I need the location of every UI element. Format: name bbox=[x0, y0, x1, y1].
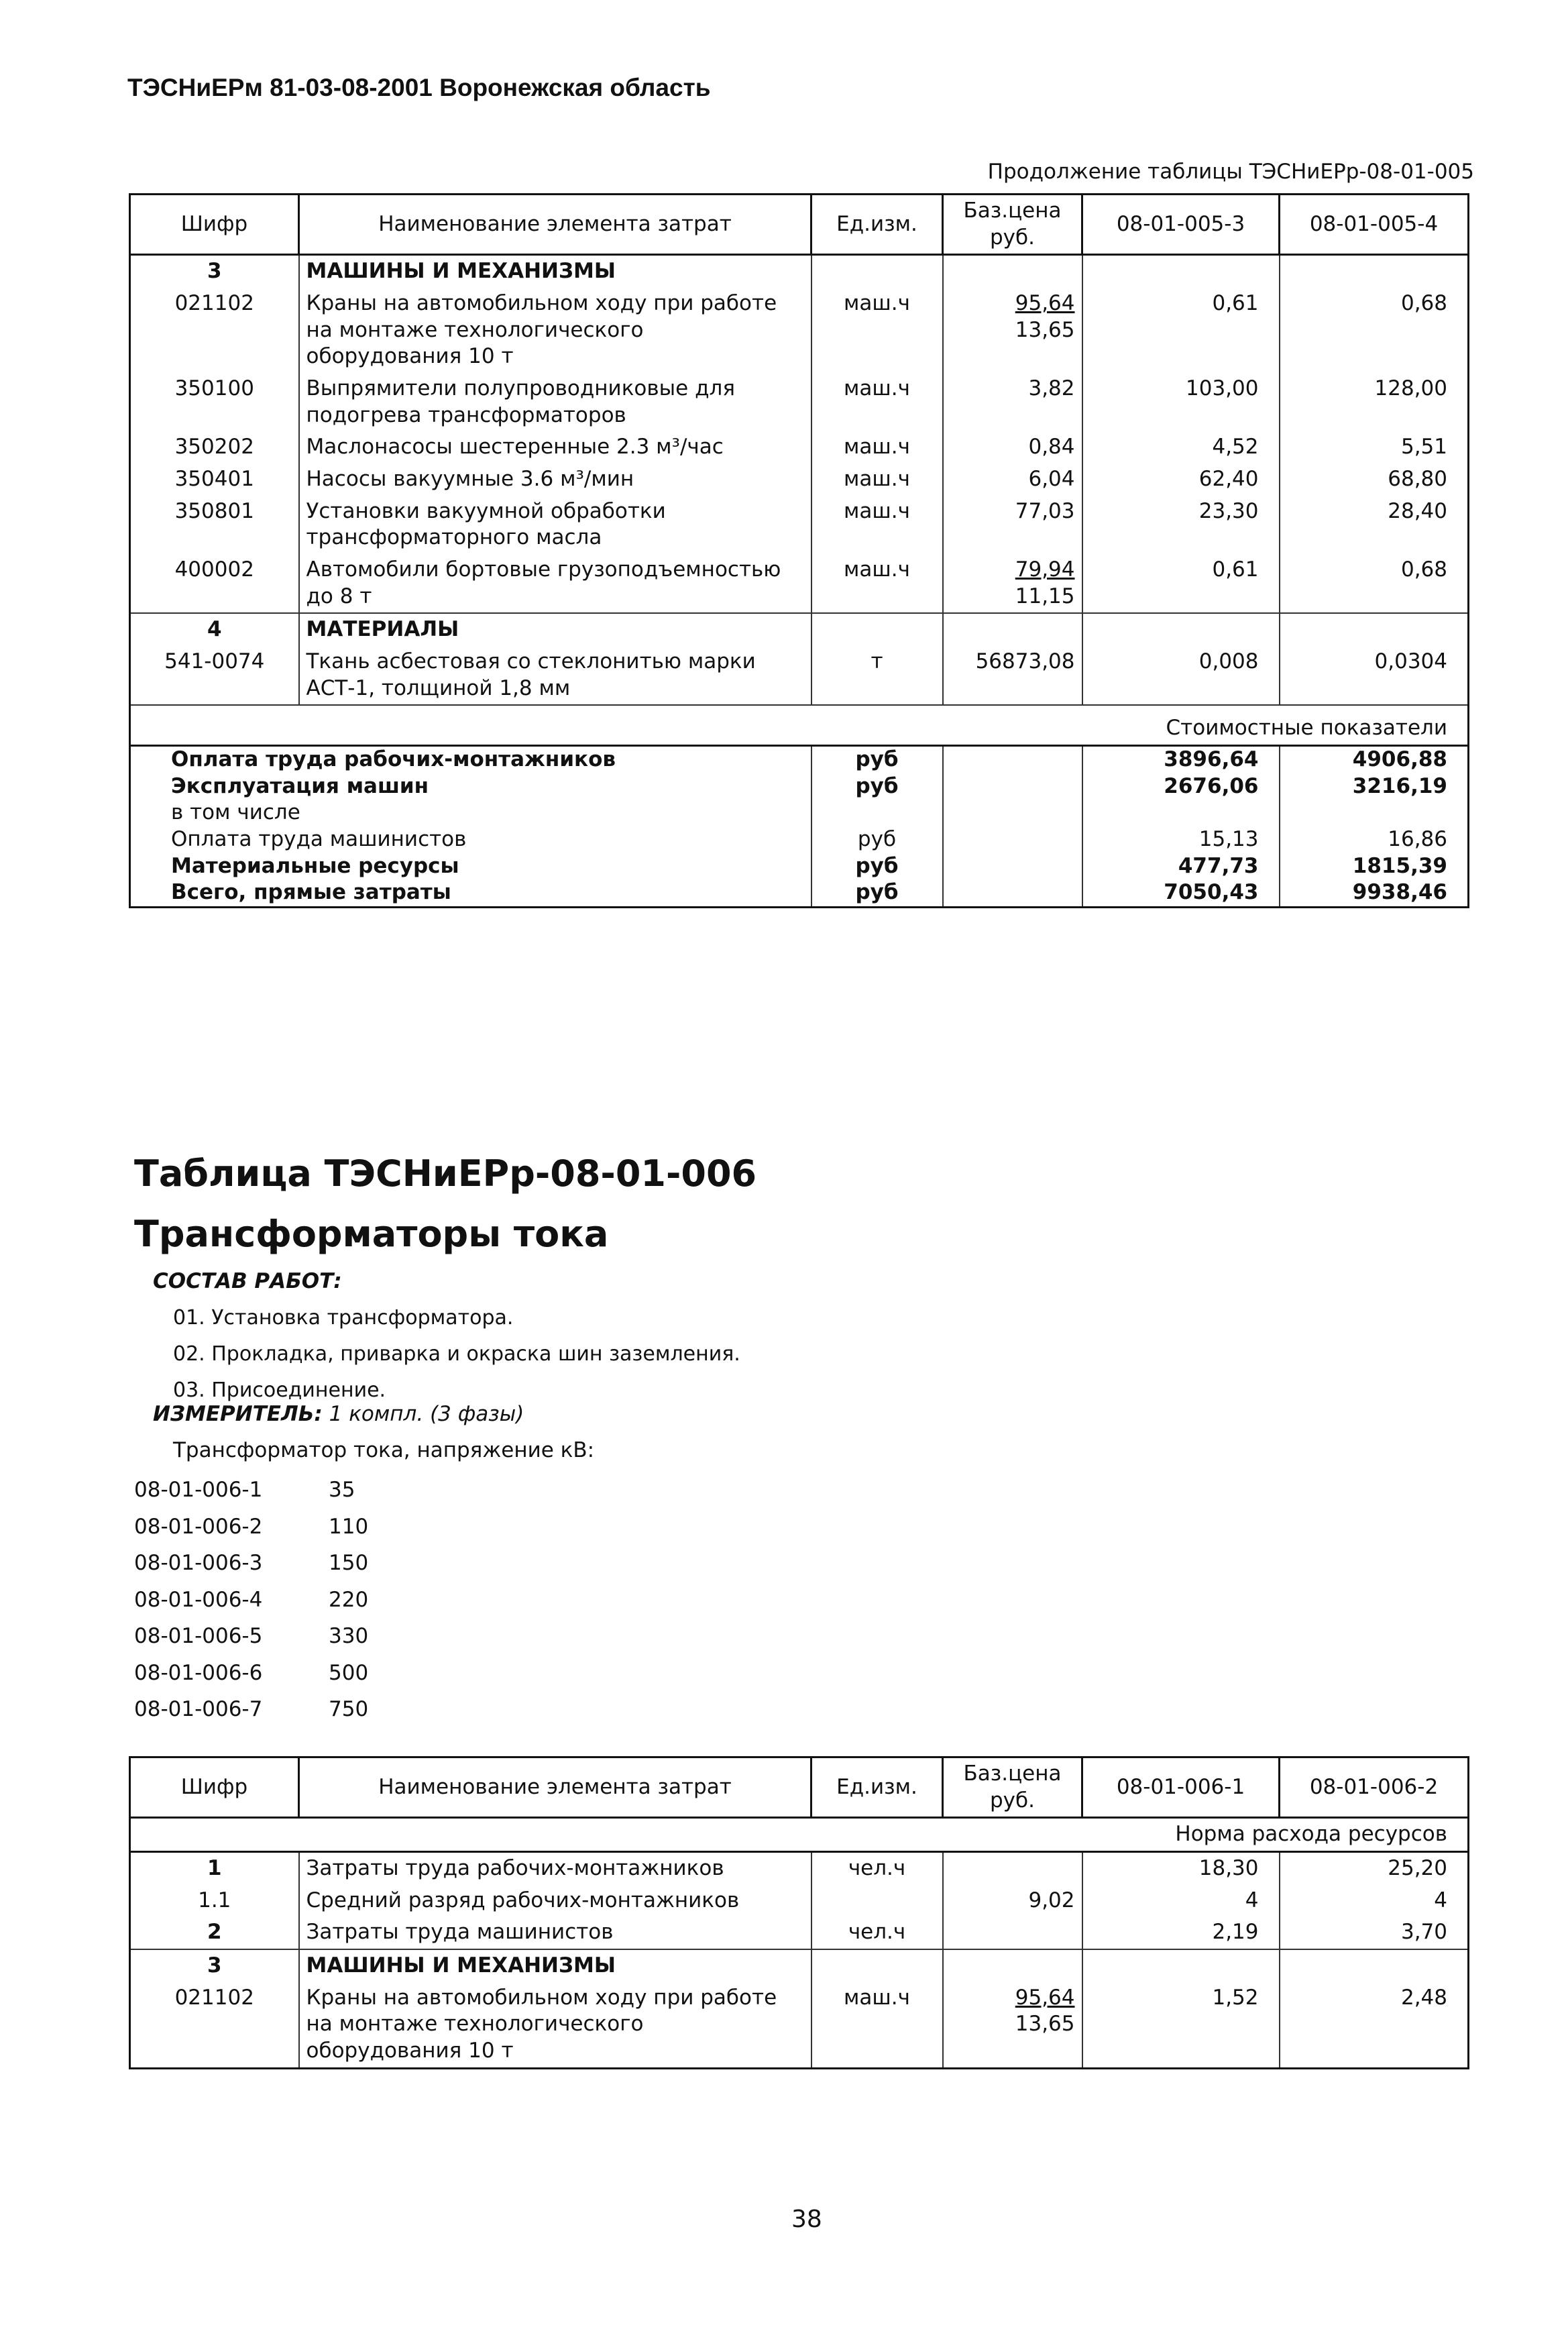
cost-unit: руб bbox=[811, 773, 943, 800]
table-header bbox=[130, 195, 1469, 255]
cell-name: Затраты труда рабочих-монтажников bbox=[299, 1852, 811, 1885]
code-voltage: 110 bbox=[329, 1514, 369, 1539]
code-voltage: 330 bbox=[329, 1624, 369, 1648]
meter-value: 1 компл. (3 фазы) bbox=[329, 1402, 524, 1426]
cost-name: Эксплуатация машин bbox=[171, 773, 429, 798]
code-id: 08-01-006-7 bbox=[134, 1697, 263, 1721]
cell-name: Ткань асбестовая со стеклонитью марки АСТ-1, толщиной 1,8 мм bbox=[299, 646, 811, 705]
cost-unit: руб bbox=[811, 879, 943, 907]
meter-label: ИЗМЕРИТЕЛЬ: bbox=[153, 1402, 323, 1426]
work-item: 01. Установка трансформатора. bbox=[173, 1306, 514, 1330]
cell-code: 3 bbox=[130, 1949, 299, 1982]
work-item: 03. Присоединение. bbox=[173, 1378, 386, 1402]
table-row bbox=[130, 496, 1469, 554]
cost-unit: руб bbox=[811, 853, 943, 880]
running-header: ТЭСНиЕРм 81-03-08-2001 Воронежская область bbox=[127, 74, 711, 101]
cell-norm-2: 0,68 bbox=[1280, 288, 1469, 373]
cost-name: в том числе bbox=[171, 800, 300, 825]
cost-value-1: 7050,43 bbox=[1082, 879, 1280, 907]
cost-value-2: 3216,19 bbox=[1280, 773, 1469, 800]
cell-norm-1: 1,52 bbox=[1082, 1982, 1280, 2069]
cost-row bbox=[130, 853, 1469, 880]
cell-price bbox=[943, 255, 1082, 288]
cell-unit bbox=[811, 613, 943, 646]
cell-price bbox=[943, 1916, 1082, 1949]
cost-name: Оплата труда машинистов bbox=[171, 827, 467, 852]
code-voltage: 35 bbox=[329, 1478, 355, 1502]
cost-summary bbox=[130, 705, 1469, 907]
cell-unit: маш.ч bbox=[811, 496, 943, 554]
table-title: Таблица ТЭСНиЕРр-08-01-006 bbox=[134, 1152, 757, 1195]
cell-code: 1.1 bbox=[198, 1888, 231, 1912]
col-code: Шифр bbox=[130, 195, 299, 255]
table-continuation-label: Продолжение таблицы ТЭСНиЕРр-08-01-005 bbox=[987, 160, 1474, 184]
cell-code: 350202 bbox=[174, 435, 254, 459]
cost-value-2: 9938,46 bbox=[1280, 879, 1469, 907]
cell-norm-2: 0,0304 bbox=[1280, 646, 1469, 705]
norm-header-row bbox=[130, 1818, 1469, 1852]
table-body bbox=[130, 255, 1469, 706]
table-row bbox=[130, 554, 1469, 613]
table-row bbox=[130, 1885, 1469, 1917]
col-name: Наименование элемента затрат bbox=[299, 195, 811, 255]
code-row bbox=[134, 1472, 368, 1509]
code-row bbox=[134, 1655, 368, 1692]
cost-row bbox=[130, 826, 1469, 853]
section-row bbox=[130, 613, 1469, 646]
cell-unit: чел.ч bbox=[811, 1916, 943, 1949]
code-id: 08-01-006-2 bbox=[134, 1514, 263, 1539]
price-machinist-value: 13,65 bbox=[1015, 2012, 1075, 2037]
table-row bbox=[130, 1852, 1469, 1885]
col-norm-2: 08-01-006-2 bbox=[1280, 1757, 1469, 1818]
cost-unit: руб bbox=[811, 746, 943, 773]
cell-norm-1: 23,30 bbox=[1082, 496, 1280, 554]
cell-unit bbox=[811, 1885, 943, 1917]
cost-value-2 bbox=[1280, 800, 1469, 826]
cost-value-1: 477,73 bbox=[1082, 853, 1280, 880]
cell-code: 350401 bbox=[174, 467, 254, 492]
cost-price-empty bbox=[943, 853, 1082, 880]
table-subtitle: Трансформаторы тока bbox=[134, 1213, 609, 1255]
cell-code: 1 bbox=[130, 1852, 299, 1885]
col-unit: Ед.изм. bbox=[811, 195, 943, 255]
cell-code: 2 bbox=[207, 1920, 222, 1945]
table-row bbox=[130, 1916, 1469, 1949]
code-row bbox=[134, 1545, 368, 1582]
table-row bbox=[130, 288, 1469, 373]
cell-unit bbox=[811, 255, 943, 288]
cost-header-spacer bbox=[130, 705, 943, 745]
cell-price bbox=[943, 431, 1082, 464]
code-id: 08-01-006-6 bbox=[134, 1660, 263, 1685]
code-id: 08-01-006-1 bbox=[134, 1478, 263, 1502]
cell-code: 541-0074 bbox=[164, 649, 265, 674]
cell-name: Средний разряд рабочих-монтажников bbox=[299, 1885, 811, 1917]
cell-code: 400002 bbox=[174, 557, 254, 582]
cell-unit bbox=[811, 1949, 943, 1982]
cell-norm-2: 3,70 bbox=[1280, 1916, 1469, 1949]
code-row bbox=[134, 1691, 368, 1728]
code-list bbox=[134, 1472, 368, 1728]
cost-value-1 bbox=[1082, 800, 1280, 826]
cell-norm-2 bbox=[1280, 613, 1469, 646]
cost-value-1: 2676,06 bbox=[1082, 773, 1280, 800]
cell-norm-2 bbox=[1280, 1949, 1469, 1982]
cell-norm-2: 4 bbox=[1280, 1885, 1469, 1917]
price-value: 9,02 bbox=[1028, 1888, 1075, 1912]
price-value: 56873,08 bbox=[975, 649, 1075, 674]
cell-code: 021102 bbox=[174, 291, 254, 316]
cell-norm-2: 68,80 bbox=[1280, 464, 1469, 496]
meter bbox=[153, 1402, 524, 1426]
cell-price bbox=[943, 1949, 1082, 1982]
cell-price bbox=[943, 1885, 1082, 1917]
cell-price bbox=[943, 464, 1082, 496]
price-value: 77,03 bbox=[1015, 498, 1075, 523]
price-value: 95,64 bbox=[1015, 291, 1075, 316]
page-number: 38 bbox=[791, 2206, 822, 2233]
cell-name: МАТЕРИАЛЫ bbox=[299, 613, 811, 646]
resource-table-005 bbox=[129, 193, 1469, 908]
price-value: 79,94 bbox=[1015, 557, 1075, 582]
code-id: 08-01-006-5 bbox=[134, 1624, 263, 1648]
cell-norm-2: 128,00 bbox=[1280, 373, 1469, 431]
cell-norm-2: 28,40 bbox=[1280, 496, 1469, 554]
cell-norm-1: 2,19 bbox=[1082, 1916, 1280, 1949]
cell-norm-2: 5,51 bbox=[1280, 431, 1469, 464]
cell-price bbox=[943, 288, 1082, 373]
table-row bbox=[130, 1982, 1469, 2069]
cell-name: Установки вакуумной обработки трансформаторного масла bbox=[299, 496, 811, 554]
cell-unit: маш.ч bbox=[811, 1982, 943, 2069]
section-row bbox=[130, 1949, 1469, 1982]
cell-name: Краны на автомобильном ходу при работе на монтаже технологического оборудования 10 т bbox=[299, 288, 811, 373]
price-value: 6,04 bbox=[1028, 467, 1075, 492]
cell-name: МАШИНЫ И МЕХАНИЗМЫ bbox=[299, 255, 811, 288]
col-unit: Ед.изм. bbox=[811, 1757, 943, 1818]
cell-unit: чел.ч bbox=[811, 1852, 943, 1885]
code-voltage: 220 bbox=[329, 1587, 369, 1612]
cell-norm-1: 18,30 bbox=[1082, 1852, 1280, 1885]
cell-code: 3 bbox=[207, 259, 222, 284]
cost-value-2: 4906,88 bbox=[1280, 746, 1469, 773]
table-row bbox=[130, 646, 1469, 705]
voltage-header: Трансформатор тока, напряжение кВ: bbox=[173, 1438, 595, 1462]
cell-name: МАШИНЫ И МЕХАНИЗМЫ bbox=[299, 1949, 811, 1982]
code-voltage: 750 bbox=[329, 1697, 369, 1721]
cell-price bbox=[943, 1852, 1082, 1885]
cost-unit bbox=[811, 800, 943, 826]
cost-value-1: 3896,64 bbox=[1082, 746, 1280, 773]
cell-unit: маш.ч bbox=[811, 431, 943, 464]
cost-name: Материальные ресурсы bbox=[171, 853, 459, 878]
price-value: 95,64 bbox=[1015, 1985, 1075, 2010]
norm-header-spacer bbox=[130, 1818, 1082, 1852]
cost-header-row bbox=[130, 705, 1469, 745]
cost-value-2: 1815,39 bbox=[1280, 853, 1469, 880]
norm-header: Норма расхода ресурсов bbox=[1175, 1822, 1447, 1847]
cell-code: 021102 bbox=[174, 1985, 254, 2010]
cell-norm-2: 0,68 bbox=[1280, 554, 1469, 613]
code-row bbox=[134, 1582, 368, 1619]
price-value: 3,82 bbox=[1028, 376, 1075, 401]
cell-norm-1: 0,61 bbox=[1082, 554, 1280, 613]
cell-unit: маш.ч bbox=[811, 464, 943, 496]
cost-name: Оплата труда рабочих-монтажников bbox=[130, 746, 811, 773]
cell-name: Насосы вакуумные 3.6 м³/мин bbox=[299, 464, 811, 496]
cell-name: Маслонасосы шестеренные 2.3 м³/час bbox=[299, 431, 811, 464]
cost-row bbox=[130, 746, 1469, 773]
code-id: 08-01-006-4 bbox=[134, 1587, 263, 1612]
cell-unit: маш.ч bbox=[811, 373, 943, 431]
cell-name: Краны на автомобильном ходу при работе на монтаже технологического оборудования 10 т bbox=[299, 1982, 811, 2069]
table-row bbox=[130, 431, 1469, 464]
cell-norm-1: 0,61 bbox=[1082, 288, 1280, 373]
cell-price bbox=[943, 554, 1082, 613]
section-row bbox=[130, 255, 1469, 288]
cost-price-empty bbox=[943, 746, 1082, 773]
cell-norm-2: 25,20 bbox=[1280, 1852, 1469, 1885]
cell-unit: маш.ч bbox=[811, 554, 943, 613]
cell-norm-1: 0,008 bbox=[1082, 646, 1280, 705]
col-norm-1: 08-01-006-1 bbox=[1082, 1757, 1280, 1818]
cell-norm-1 bbox=[1082, 255, 1280, 288]
cell-price bbox=[943, 1982, 1082, 2069]
price-machinist-value: 11,15 bbox=[1015, 584, 1075, 608]
cell-norm-1 bbox=[1082, 1949, 1280, 1982]
code-voltage: 500 bbox=[329, 1660, 369, 1685]
code-row bbox=[134, 1509, 368, 1546]
cost-row bbox=[130, 879, 1469, 907]
price-value: 0,84 bbox=[1028, 435, 1075, 459]
work-item: 02. Прокладка, приварка и окраска шин заземления. bbox=[173, 1342, 740, 1366]
cell-norm-1: 62,40 bbox=[1082, 464, 1280, 496]
cell-norm-1: 4,52 bbox=[1082, 431, 1280, 464]
cost-row bbox=[130, 773, 1469, 800]
code-voltage: 150 bbox=[329, 1551, 369, 1575]
cost-value-1: 15,13 bbox=[1082, 826, 1280, 853]
cost-header: Стоимостные показатели bbox=[943, 705, 1469, 745]
cost-price-empty bbox=[943, 773, 1082, 800]
cell-name: Выпрямители полупроводниковые для подогрева трансформаторов bbox=[299, 373, 811, 431]
code-row bbox=[134, 1618, 368, 1655]
cost-price-empty bbox=[943, 879, 1082, 907]
table-row bbox=[130, 464, 1469, 496]
cell-norm-1 bbox=[1082, 613, 1280, 646]
cell-price bbox=[943, 613, 1082, 646]
cell-norm-1: 103,00 bbox=[1082, 373, 1280, 431]
cost-unit: руб bbox=[811, 826, 943, 853]
cell-price bbox=[943, 373, 1082, 431]
cell-norm-1: 4 bbox=[1082, 1885, 1280, 1917]
table-body bbox=[130, 1818, 1469, 2068]
cost-value-2: 16,86 bbox=[1280, 826, 1469, 853]
resource-table-006 bbox=[129, 1756, 1469, 2069]
col-price: Баз.цена руб. bbox=[943, 1757, 1082, 1818]
cost-price-empty bbox=[943, 826, 1082, 853]
cell-norm-2 bbox=[1280, 255, 1469, 288]
works-list bbox=[173, 1300, 740, 1409]
col-code: Шифр bbox=[130, 1757, 299, 1818]
code-id: 08-01-006-3 bbox=[134, 1551, 263, 1575]
cost-row bbox=[130, 800, 1469, 826]
cost-name: Всего, прямые затраты bbox=[171, 880, 451, 905]
col-name: Наименование элемента затрат bbox=[299, 1757, 811, 1818]
cell-code: 4 bbox=[130, 613, 299, 646]
price-machinist-value: 13,65 bbox=[1015, 317, 1075, 342]
col-norm-1: 08-01-005-3 bbox=[1082, 195, 1280, 255]
cell-price bbox=[943, 646, 1082, 705]
cell-code: 350801 bbox=[174, 498, 254, 523]
cell-unit: маш.ч bbox=[811, 288, 943, 373]
cell-name: Автомобили бортовые грузоподъемностью до 8 т bbox=[299, 554, 811, 613]
col-norm-2: 08-01-005-4 bbox=[1280, 195, 1469, 255]
col-price: Баз.цена руб. bbox=[943, 195, 1082, 255]
cell-unit: т bbox=[811, 646, 943, 705]
cell-code: 350100 bbox=[174, 376, 254, 401]
table-header bbox=[130, 1757, 1469, 1818]
works-header: СОСТАВ РАБОТ: bbox=[153, 1269, 342, 1293]
cell-price bbox=[943, 496, 1082, 554]
cell-norm-2: 2,48 bbox=[1280, 1982, 1469, 2069]
cost-price-empty bbox=[943, 800, 1082, 826]
table-row bbox=[130, 373, 1469, 431]
cell-name: Затраты труда машинистов bbox=[299, 1916, 811, 1949]
